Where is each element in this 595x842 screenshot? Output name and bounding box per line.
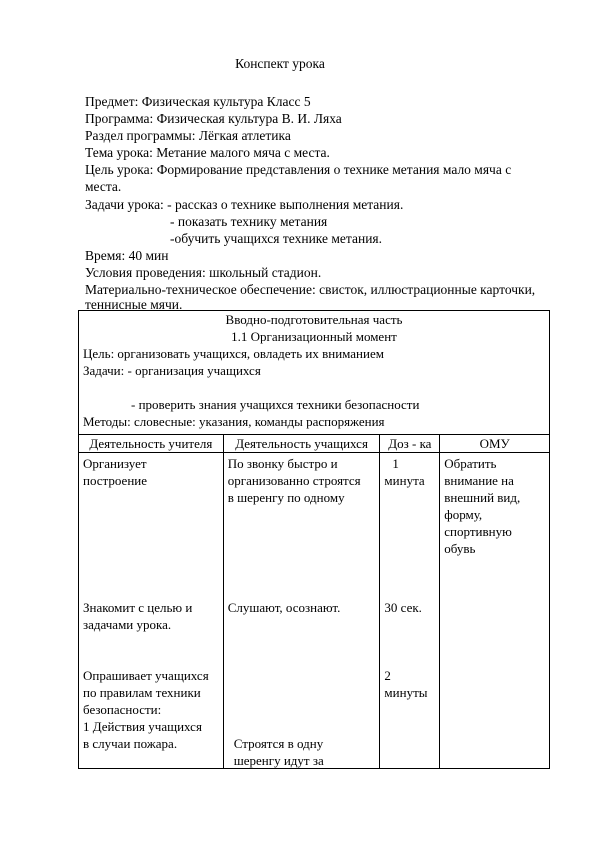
topic-line: Тема урока: Метание малого мяча с места. [85,145,330,160]
goal-line-2: места. [85,179,122,194]
dosage-text: минута [384,473,425,488]
teacher-text: задачами урока. [83,617,172,632]
intro-cell [79,311,550,435]
omu-text: Обратить [444,456,497,471]
teacher-text: Организует [83,456,147,471]
intro-row [79,311,550,435]
dosage-text: 30 сек. [384,600,422,615]
tasks-line-1: Задачи урока: - рассказ о технике выполнения метания. [85,197,404,212]
omu-text: спортивную [444,524,512,539]
teacher-cell [79,453,224,769]
dosage-text: 1 [392,456,399,471]
intro-methods: Методы: словесные: указания, команды распоряжения [83,414,385,429]
table-row [79,453,550,769]
omu-text: внешний вид, [444,490,521,505]
header-omu: ОМУ [440,435,550,453]
intro-tasks-1: Задачи: - организация учащихся [83,363,261,378]
table-header-row [79,435,550,453]
header-dosage: Доз - ка [380,435,440,453]
teacher-text: Опрашивает учащихся [83,668,209,683]
students-text: Строятся в одну [233,736,324,751]
time-line: Время: 40 мин [85,248,169,263]
spacer [83,379,545,396]
omu-text: обувь [444,541,476,556]
dosage-text: минуты [384,685,428,700]
omu-text: форму, [444,507,483,522]
students-text: По звонку быстро и [227,456,338,471]
header-teacher: Деятельность учителя [79,435,224,453]
intro-goal: Цель: организовать учащихся, овладеть их вниманием [83,346,384,361]
teacher-text: по правилам техники [83,685,201,700]
program-line: Программа: Физическая культура В. И. Ляха [85,111,342,126]
students-cell [223,453,380,769]
intro-moment: 1.1 Организационный момент [231,329,397,344]
omu-cell [440,453,550,769]
intro-part: Вводно-подготовительная часть [225,312,403,327]
teacher-text: в случаи пожара. [83,736,178,751]
omu-text: внимание на [444,473,514,488]
document-title: Конспект урока [235,56,325,71]
students-text: шеренгу идут за [233,753,324,768]
teacher-text: Знакомит с целью и [83,600,193,615]
students-text: организованно строятся [227,473,361,488]
conditions-line: Условия проведения: школьный стадион. [85,265,322,280]
teacher-text: безопасности: [83,702,162,717]
students-text: Слушают, осознают. [227,600,341,615]
teacher-text: построение [83,473,148,488]
goal-line-1: Цель урока: Формирование представления о технике метания мало мяча с [85,162,512,177]
subject-line: Предмет: Физическая культура Класс 5 [85,94,311,109]
tasks-line-3: -обучить учащихся технике метания. [170,231,383,246]
header-students: Деятельность учащихся [223,435,380,453]
dosage-text: 2 [384,668,391,683]
section-line: Раздел программы: Лёгкая атлетика [85,128,291,143]
students-text: в шеренгу по одному [227,490,345,505]
tasks-line-2: - показать технику метания [170,214,328,229]
equipment-line-2: теннисные мячи. [85,297,183,312]
teacher-text: 1 Действия учащихся [83,719,202,734]
lesson-table [78,310,550,769]
equipment-line-1: Материально-техническое обеспечение: свисток, иллюстрационные карточки, [85,282,536,297]
dosage-cell [380,453,440,769]
intro-tasks-2: - проверить знания учащихся техники безопасности [131,397,420,412]
